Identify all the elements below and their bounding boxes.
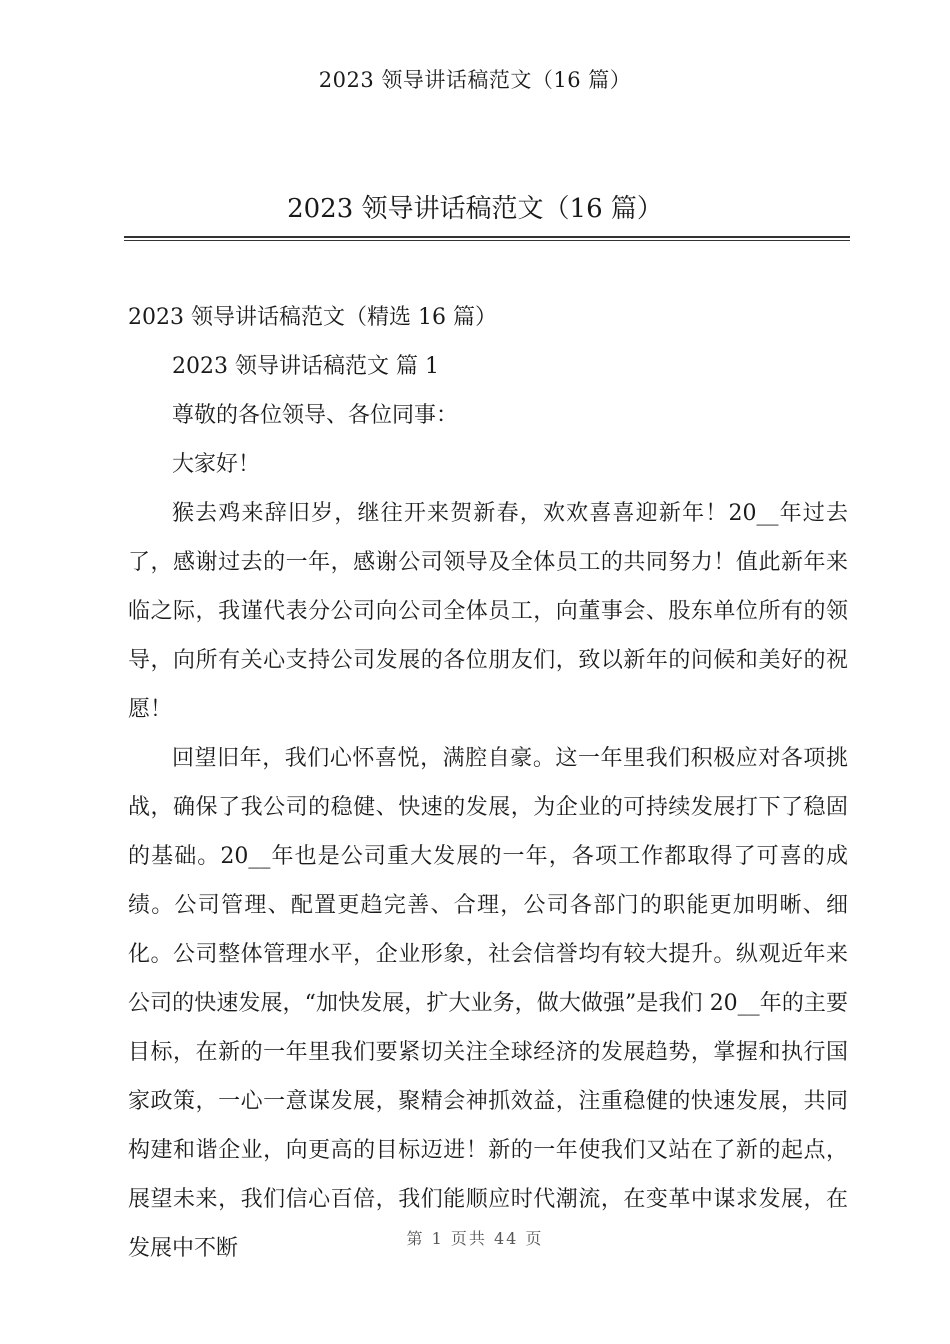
page-footer: 第 1 页共 44 页 — [406, 1229, 544, 1248]
title-divider — [124, 236, 850, 241]
document-subtitle: 2023 领导讲话稿范文（精选 16 篇） — [128, 305, 497, 330]
body-paragraph: 猴去鸡来辞旧岁，继往开来贺新春，欢欢喜喜迎新年！20__年过去了，感谢过去的一年，感谢公司领导及全体员工的共同努力！值此新年来临之际，我谨代表分公司向公司全体员工，向董事会、股东单位所有的领导，向所有关心支持公司发展的各位朋友们，致以新年的问候和美好的祝愿！ — [128, 501, 848, 722]
running-header: 2023 领导讲话稿范文（16 篇） — [318, 68, 632, 92]
greeting: 大家好！ — [172, 452, 261, 477]
document-title: 2023 领导讲话稿范文（16 篇） — [287, 194, 663, 224]
section-heading: 2023 领导讲话稿范文 篇 1 — [172, 354, 439, 379]
salutation: 尊敬的各位领导、各位同事： — [172, 403, 459, 428]
document-body — [128, 293, 848, 1273]
body-paragraph: 回望旧年，我们心怀喜悦，满腔自豪。这一年里我们积极应对各项挑战，确保了我公司的稳健、快速的发展，为企业的可持续发展打下了稳固的基础。20__年也是公司重大发展的一年，各项工作都取得了可喜的成绩。公司管理、配置更趋完善、合理，公司各部门的职能更加明晰、细化。公司整体管理水平，企业形象，社会信誉均有较大提升。纵观近年来公司的快速发展，“加快发展，扩大业务，做大做强”是我们 20__年的主要目标，在新的一年里我们要紧切关注全球经济的发展趋势，掌握和执行国家政策，一心一意谋发展，聚精会神抓效益，注重稳健的快速发展，共同构建和谐企业，向更高的目标迈进！新的一年使我们又站在了新的起点，展望未来，我们信心百倍，我们能顺应时代潮流，在变革中谋求发展，在发展中不断 — [128, 746, 848, 1261]
